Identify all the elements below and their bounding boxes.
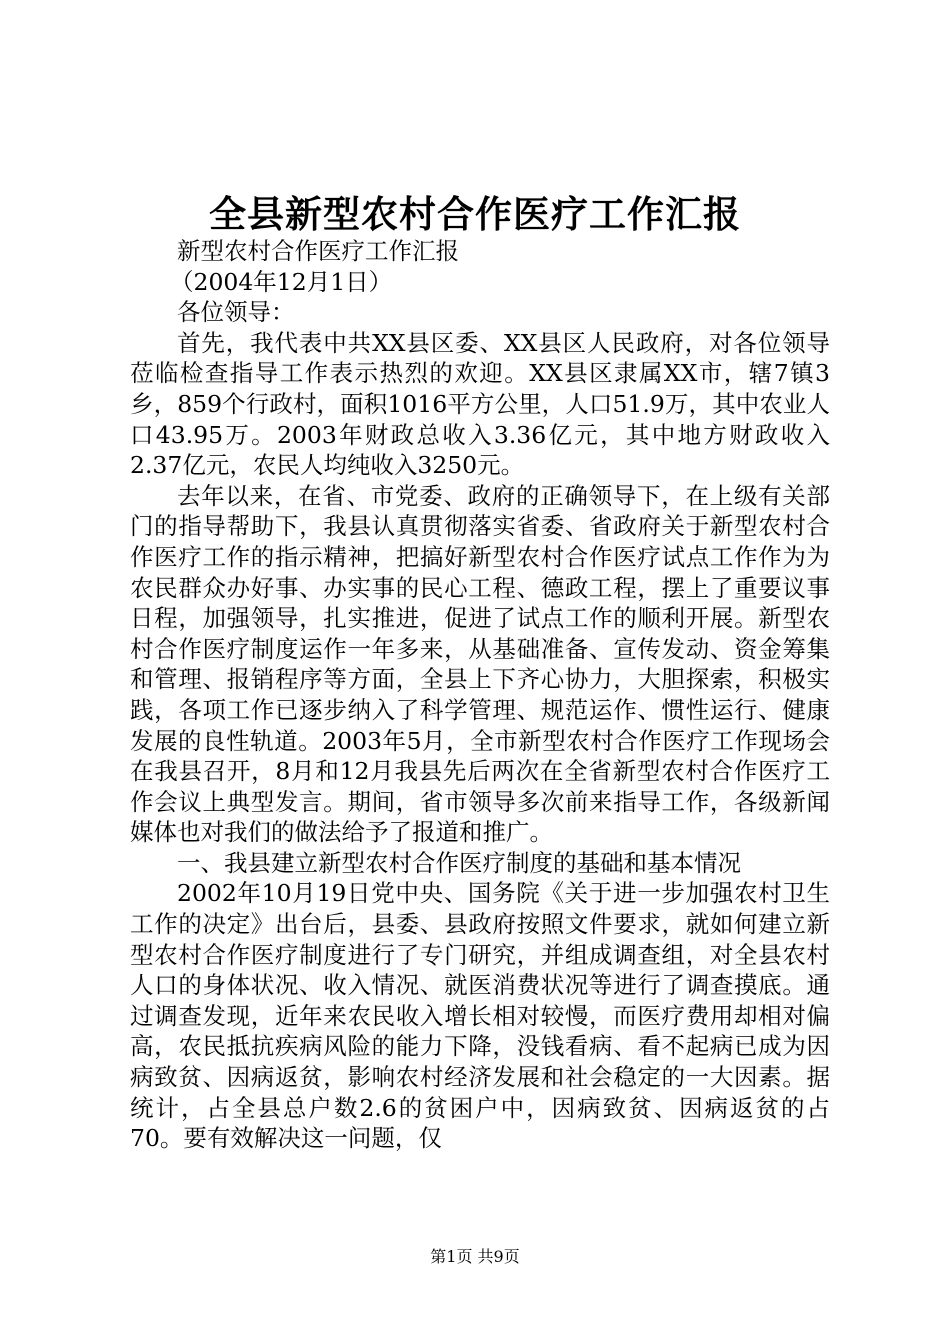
page-footer: 第1页 共9页 (430, 1247, 520, 1266)
document-title: 全县新型农村合作医疗工作汇报 (209, 192, 741, 236)
document-date: （2004年12月1日） (170, 267, 393, 296)
paragraph-opening: 首先，我代表中共XX县区委、XX县区人民政府，对各位领导莅临检查指导工作表示热烈的欢迎。XX县区隶属XX市，辖7镇3乡，859个行政村，面积1016平方公里，人口51.9万，其中农业人口43.95万。2003年财政总收入3.36亿元，其中地方财政收入2.37亿元，农民人均纯收入3250元。 (130, 328, 830, 480)
document-subtitle: 新型农村合作医疗工作汇报 (177, 237, 459, 265)
paragraph-background: 2002年10月19日党中央、国务院《关于进一步加强农村卫生工作的决定》出台后，县委、县政府按照文件要求，就如何建立新型农村合作医疗制度进行了专门研究，并组成调查组，对全县农村人口的身体状况、收入情况、就医消费状况等进行了调查摸底。通过调查发现，近年来农民收入增长相对较慢，而医疗费用却相对偏高，农民抵抗疾病风险的能力下降，没钱看病、看不起病已成为因病致贫、因病返贫，影响农村经济发展和社会稳定的一大因素。据统计，占全县总户数2.6的贫困户中，因病致贫、因病返贫的占70。要有效解决这一问题，仅 (130, 879, 830, 1153)
paragraph-overview: 去年以来，在省、市党委、政府的正确领导下，在上级有关部门的指导帮助下，我县认真贯彻落实省委、省政府关于新型农村合作医疗工作的指示精神，把搞好新型农村合作医疗试点工作作为为农民群众办好事、办实事的民心工程、德政工程，摆上了重要议事日程，加强领导，扎实推进，促进了试点工作的顺利开展。新型农村合作医疗制度运作一年多来，从基础准备、宣传发动、资金筹集和管理、报销程序等方面，全县上下齐心协力，大胆探索，积极实践，各项工作已逐步纳入了科学管理、规范运作、惯性运行、健康发展的良性轨道。2003年5月，全市新型农村合作医疗工作现场会在我县召开，8月和12月我县先后两次在全省新型农村合作医疗工作会议上典型发言。期间，省市领导多次前来指导工作，各级新闻媒体也对我们的做法给予了报道和推广。 (130, 481, 830, 847)
salutation: 各位领导： (177, 298, 295, 327)
section-heading: 一、我县建立新型农村合作医疗制度的基础和基本情况 (177, 848, 741, 877)
document-body (130, 236, 830, 1154)
